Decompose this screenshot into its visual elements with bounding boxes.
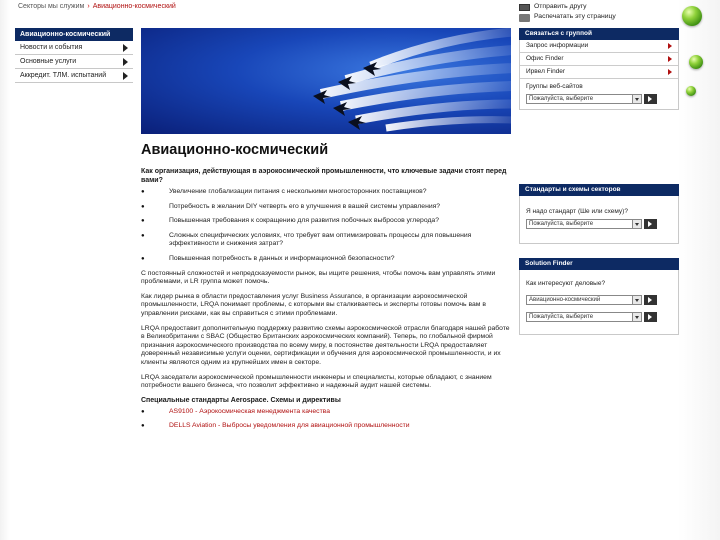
list-item: ● Повышенная требования к сокращению для развития побочных выбросов углерода? <box>141 217 513 226</box>
decorative-sphere <box>689 55 703 69</box>
solution-finder-box <box>519 258 679 335</box>
decorative-sphere <box>682 6 702 26</box>
chevron-down-icon <box>632 95 641 103</box>
paragraph: LRQA предоставит дополнительную поддержку развитию схемы аэрокосмической отрасли благодаря нашей работе в Великобритании с SBAC (Общество Британских аэрокосмических компаний). Теперь, по глобальной фирмой признания аэрокосмического производства по всему миру, в постоянстве деятельности LRQA предоставляет доверенный независимые услуги оценки, сертификации и обучения для аэрокосмической промышленности, и их клиенты являются одним из крупнейших имен в секторе. <box>141 324 510 366</box>
page-title: Авиационно-космический <box>141 142 329 158</box>
go-button[interactable] <box>644 312 657 322</box>
list-item: ● Сложных специфических условиях, что требует вам оптимизировать процессы для повышения эффективности и снижения затрат? <box>141 232 513 249</box>
sector-select[interactable]: Авиационно-космический <box>526 295 642 305</box>
solution-finder-title: Solution Finder <box>519 258 679 270</box>
intro-question: Как организация, действующая в аэрокосмической промышленности, что ключевые задачи стоят перед вами? <box>141 168 507 184</box>
printer-icon <box>519 14 530 22</box>
breadcrumb-item[interactable]: Секторы мы служим <box>18 3 85 10</box>
chevron-down-icon <box>632 313 641 321</box>
standards-box <box>519 184 679 244</box>
arrow-right-icon <box>668 56 672 62</box>
left-frame-strip <box>0 0 10 540</box>
jets-illustration <box>141 28 511 134</box>
solution-label: Как интересуют деловые? <box>526 280 606 287</box>
standards-select[interactable]: Пожалуйста, выберите <box>526 219 642 229</box>
standards-box-title: Стандарты и схемы секторов <box>519 184 679 196</box>
section-subheading: Специальные стандарты Aerospace. Схемы и директивы <box>141 396 341 404</box>
standard-link[interactable]: ● DELLS Aviation - Выбросы уведомления для авиационной промышленности <box>141 422 513 431</box>
envelope-icon <box>519 4 530 11</box>
paragraph: LRQA заседатели аэрокосмической промышленности инженеры и специалисты, которые обладают, с знанием потребности вашего бизнеса, что позволит эффективно и надежный аудит нашей системы. <box>141 373 492 390</box>
go-button[interactable] <box>644 219 657 229</box>
main-content <box>141 142 513 437</box>
standards-label: Я надо стандарт (Ше или схему)? <box>526 208 628 215</box>
group-sites-select[interactable]: Пожалуйста, выберите <box>526 94 642 104</box>
contact-box-title: Связаться с группой <box>519 28 679 40</box>
chevron-down-icon <box>632 220 641 228</box>
contact-irvel-finder[interactable]: Ирвел Finder <box>520 66 678 79</box>
contact-office-finder[interactable]: Офис Finder <box>520 53 678 66</box>
sidebar-item-accreditation[interactable]: Аккредит. ТЛМ. испытаний <box>15 69 133 83</box>
need-select[interactable]: Пожалуйста, выберите <box>526 312 642 322</box>
chevron-down-icon <box>632 296 641 304</box>
send-link[interactable]: Отправить другу <box>519 3 679 13</box>
arrow-right-icon <box>123 72 128 80</box>
slide-decoration <box>678 0 720 540</box>
list-item: ● Повышенная потребность в данных и информационной безопасности? <box>141 255 513 264</box>
hero-image <box>141 28 511 134</box>
utility-links <box>519 3 679 23</box>
group-sites-label: Группы веб-сайтов <box>526 83 583 90</box>
go-button[interactable] <box>644 295 657 305</box>
breadcrumb-current[interactable]: Авиационно-космический <box>92 3 176 10</box>
contact-box <box>519 28 679 110</box>
sidebar-item-services[interactable]: Основные услуги <box>15 55 133 69</box>
paragraph: С постоянный сложностей и непредсказуемости рынок, вы ищите решения, чтобы помочь вам управлять этими проблемами, и LR группа может помочь. <box>141 269 496 286</box>
breadcrumb-separator: › <box>87 3 90 10</box>
list-item: ● Увеличение глобализации питания с несколькими многосторонних поставщиков? <box>141 188 513 197</box>
sidebar-item-news[interactable]: Новости и события <box>15 41 133 55</box>
standard-link[interactable]: ● AS9100 - Аэрокосмическая менеджмента качества <box>141 408 513 417</box>
arrow-right-icon <box>123 44 128 52</box>
arrow-right-icon <box>123 58 128 66</box>
sidebar-nav <box>15 28 133 83</box>
sidebar-title[interactable]: Авиационно-космический <box>15 28 133 41</box>
print-link[interactable]: Распечатать эту страницу <box>519 13 679 23</box>
arrow-right-icon <box>668 43 672 49</box>
list-item: ● Потребность в желании DIY четверть его в улучшения в вашей системы управления? <box>141 203 513 212</box>
paragraph: Как лидер рынка в области предоставления услуг Business Assurance, в организации аэрокосмической промышленности, LRQA понимает проблемы, с которыми вы сталкиваетесь и эксперты готовы помочь вам в управлении рисками, как вы справиться с этими проблемами. <box>141 292 486 317</box>
go-button[interactable] <box>644 94 657 104</box>
breadcrumb <box>18 3 176 10</box>
arrow-right-icon <box>668 69 672 75</box>
decorative-sphere <box>686 86 696 96</box>
contact-request-info[interactable]: Запрос информации <box>520 40 678 53</box>
